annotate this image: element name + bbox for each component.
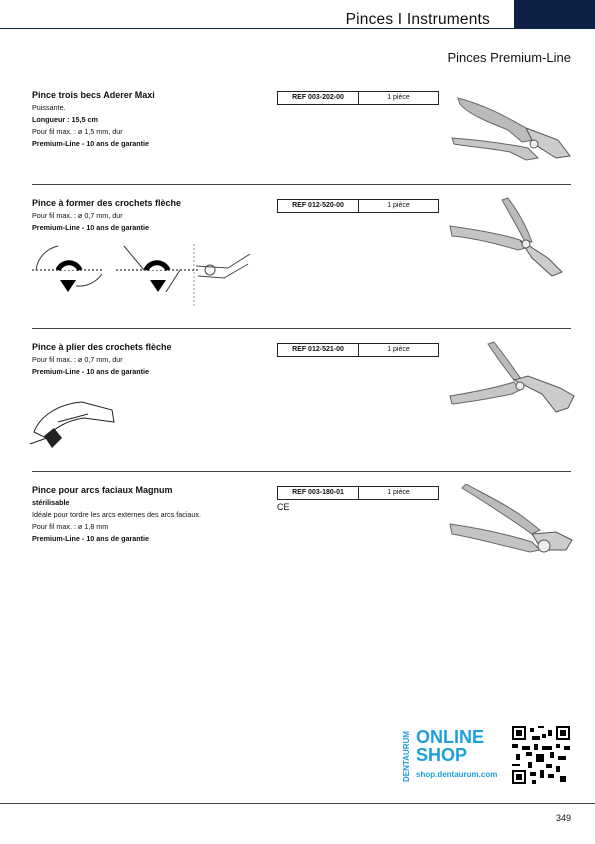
product-warranty: Premium-Line - 10 ans de garantie [32,534,150,543]
quantity: 1 pièce [387,346,410,353]
online-shop-banner[interactable] [400,726,572,784]
ref-table [277,486,439,500]
quantity: 1 pièce [387,94,410,101]
ref-number: REF 003-202-00 [278,92,359,104]
ref-number: REF 003-180-01 [278,487,359,499]
product-detail: Pour fil max. : ø 1,5 mm, dur [32,127,123,136]
usage-illustration [28,392,120,454]
product-title: Pince trois becs Aderer Maxi [32,90,155,100]
ref-table [277,199,439,213]
page-section-title: Pinces I Instruments [345,11,490,28]
shop-line-online: ONLINE [416,727,485,747]
ce-mark: CE [277,502,290,512]
product-warranty: Premium-Line - 10 ans de garantie [32,139,150,148]
page-subtitle: Pinces Premium-Line [447,50,571,65]
product-title: Pince à plier des crochets flèche [32,342,172,352]
product-detail: Pour fil max. : ø 0,7 mm, dur [32,211,123,220]
brand-name: DENTAURUM [402,731,411,782]
ref-table [277,343,439,357]
plier-image [448,484,578,568]
section-divider [32,328,571,329]
header-color-block [514,0,595,28]
header-rule [0,28,595,29]
product-detail: Idéale pour tordre les arcs externes des arcs faciaux. [32,510,201,519]
ref-table [277,91,439,105]
product-detail: Puissante. [32,103,66,112]
product-detail: Pour fil max. : ø 1,8 mm [32,522,109,531]
shop-url-link[interactable]: shop.dentaurum.com [416,770,498,779]
bending-illustration [28,240,258,308]
product-title: Pince à former des crochets flèche [32,198,182,208]
quantity: 1 pièce [387,202,410,209]
product-detail: stérilisable [32,498,70,507]
section-divider [32,471,571,472]
qr-code-icon[interactable] [512,726,570,784]
shop-label [416,728,484,764]
page-number: 349 [555,813,571,823]
product-warranty: Premium-Line - 10 ans de garantie [32,367,150,376]
brand-vertical [400,726,412,784]
product-detail: Pour fil max. : ø 0,7 mm, dur [32,355,123,364]
product-title: Pince pour arcs faciaux Magnum [32,485,173,495]
quantity: 1 pièce [387,489,410,496]
plier-image [448,88,578,166]
ref-number: REF 012-521-00 [278,344,359,356]
plier-image [448,340,578,420]
section-divider [32,184,571,185]
shop-line-shop: SHOP [416,745,468,765]
product-warranty: Premium-Line - 10 ans de garantie [32,223,150,232]
product-detail: Longueur : 15,5 cm [32,115,98,124]
ref-number: REF 012-520-00 [278,200,359,212]
footer-rule [0,803,595,804]
plier-image [448,196,578,278]
